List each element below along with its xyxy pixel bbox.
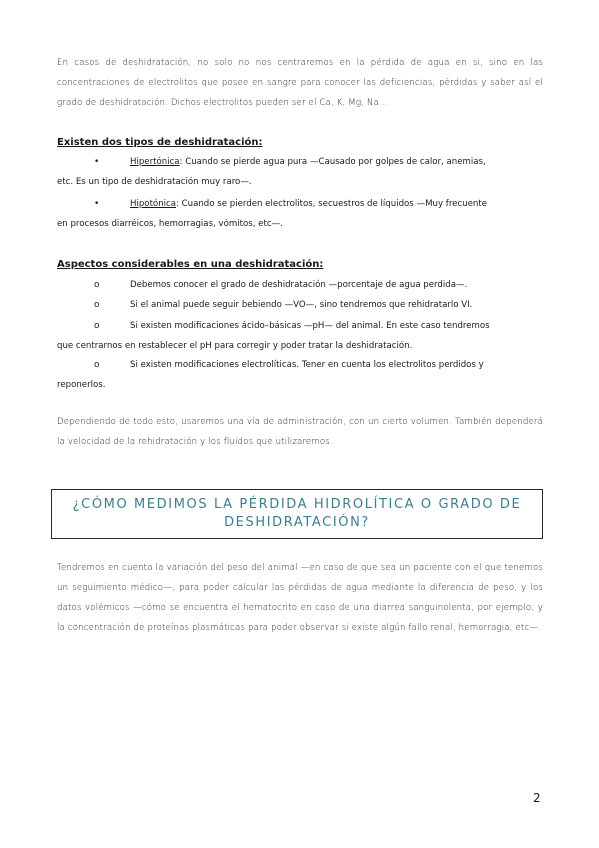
list-item-hipotonica: [57, 194, 543, 234]
section-title-line-2: DESHIDRATACIÓN?: [224, 515, 370, 530]
section-title: [73, 496, 522, 532]
bullet-icon: •: [94, 157, 100, 167]
circle-bullet-icon: o: [94, 360, 100, 370]
item-text: : Cuando se pierde agua pura —Causado por golpes de calor, anemias,: [179, 157, 486, 167]
bullet-icon: •: [94, 199, 100, 209]
item-text: Si existen modificaciones ácido–básicas —pH— del animal. En este caso tendremos: [130, 321, 490, 331]
circle-bullet-icon: o: [94, 280, 100, 290]
circle-bullet-icon: o: [94, 300, 100, 310]
administration-paragraph: Dependiendo de todo esto, usaremos una vía de administración, con un cierto volumen. También dependerá la velocidad de la rehidratación y los fluidos que utilizaremos.: [57, 417, 543, 447]
list-item-hipertonica: [57, 152, 543, 192]
item-text: Debemos conocer el grado de deshidratación —porcentaje de agua perdida—.: [130, 280, 468, 290]
aspects-heading: Aspectos considerables en una deshidratación:: [57, 259, 324, 270]
list-item-aspect-4: [57, 355, 543, 395]
circle-bullet-icon: o: [94, 321, 100, 331]
list-item-aspect-2: [94, 295, 543, 315]
item-text-continued: en procesos diarréicos, hemorragias, vómitos, etc—.: [57, 219, 283, 229]
item-text: Si existen modificaciones electrolíticas. Tener en cuenta los electrolitos perdidos y: [130, 360, 484, 370]
section-title-box: [51, 489, 543, 539]
item-text-continued: reponerlos.: [57, 380, 106, 390]
term-hipertonica: Hipertónica: [130, 157, 180, 167]
section-title-line-1: ¿CÓMO MEDIMOS LA PÉRDIDA HIDROLÍTICA O GRADO DE: [72, 497, 522, 512]
item-text-continued: que centrarnos en restablecer el pH para corregir y poder tratar la deshidratación.: [57, 341, 413, 351]
item-text: : Cuando se pierden electrolitos, secuestros de líquidos —Muy frecuente: [176, 199, 488, 209]
item-text-continued: etc. Es un tipo de deshidratación muy raro—.: [57, 177, 252, 187]
intro-paragraph: En casos de deshidratación, no solo no nos centraremos en la pérdida de agua en si, sino en las concentraciones de electrolitos que posee en sangre para conocer las deficiencias, pérdidas y saber así el grado de deshidratación. Dichos electrolitos pueden ser el Ca, K, Mg, Na…: [57, 58, 543, 108]
term-hipotonica: Hipotónica: [130, 199, 177, 209]
measurement-paragraph: Tendremos en cuenta la variación del peso del animal —en caso de que sea un paciente con el que tenemos un seguimiento médico—, para poder calcular las pérdidas de agua mediante la diferencia de peso, y los datos volémicos —cómo se encuentra el hematocrito en caso de una diarrea sanguinolenta, por ejemplo; y la concentración de proteínas plasmáticas para poder observar si existe algún fallo renal, hemorragia, etc—.: [57, 563, 543, 633]
types-heading: Existen dos tipos de deshidratación:: [57, 137, 263, 148]
page-number: 2: [533, 791, 541, 805]
list-item-aspect-3: [57, 316, 543, 356]
item-text: Si el animal puede seguir bebiendo —VO—, sino tendremos que rehidratarlo VI.: [130, 300, 473, 310]
list-item-aspect-1: [94, 275, 543, 295]
